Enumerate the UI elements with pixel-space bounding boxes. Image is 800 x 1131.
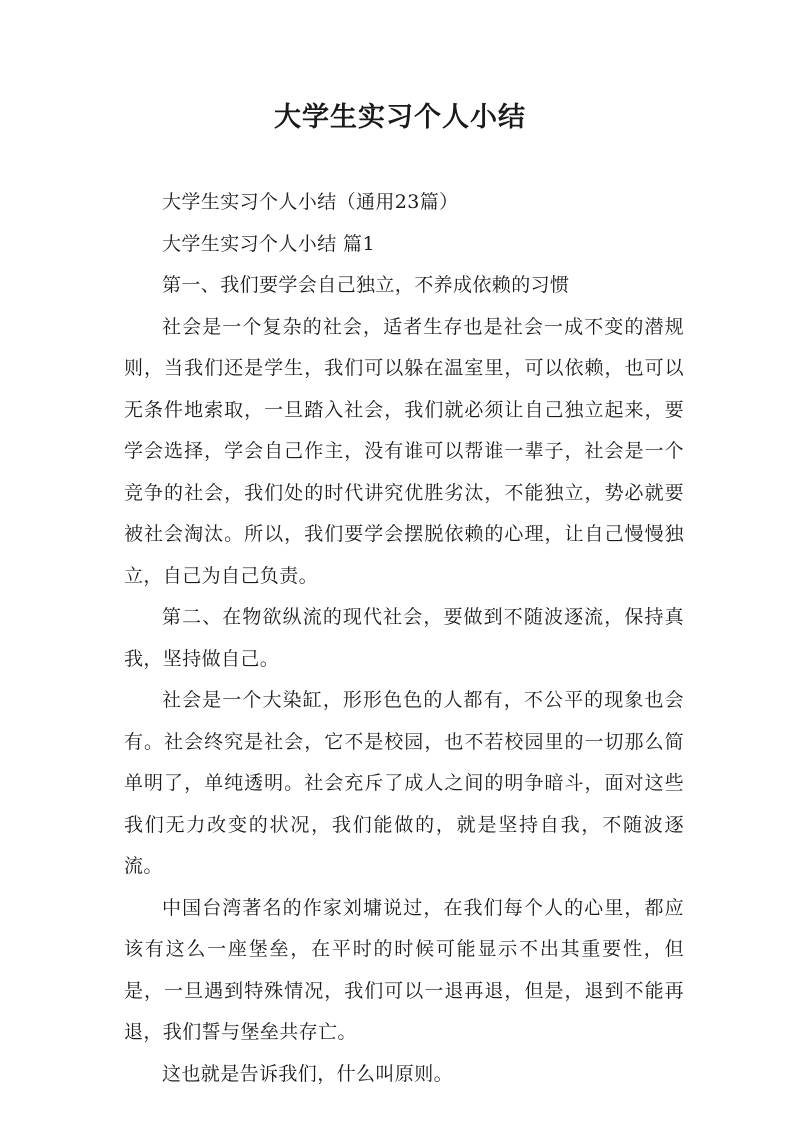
paragraph-body: 社会是一个复杂的社会，适者生存也是社会一成不变的潜规则，当我们还是学生，我们可以躲在温室里，可以依赖，也可以无条件地索取，一旦踏入社会，我们就必须让自己独立起来，要学会选择，学会自己作主，没有谁可以帮谁一辈子，社会是一个竞争的社会，我们处的时代讲究优胜劣汰，不能独立，势必就要被社会淘汰。所以，我们要学会摆脱依赖的心理，让自己慢慢独立，自己为自己负责。	[124, 315, 684, 587]
paragraph-subtitle: 大学生实习个人小结（通用23篇）	[162, 191, 459, 213]
paragraph-point-one-heading: 第一、我们要学会自己独立，不养成依赖的习惯	[162, 274, 570, 296]
document-title: 大学生实习个人小结	[274, 102, 526, 133]
document-body	[124, 182, 684, 1095]
paragraph-point-two-heading: 第二、在物欲纵流的现代社会，要做到不随波逐流，保持真我，坚持做自己。	[124, 606, 684, 670]
paragraph-body: 中国台湾著名的作家刘墉说过，在我们每个人的心里，都应该有这么一座堡垒，在平时的时候可能显示不出其重要性，但是，一旦遇到特殊情况，我们可以一退再退，但是，退到不能再退，我们誓与堡垒共存亡。	[124, 896, 684, 1043]
paragraph-body: 社会是一个大染缸，形形色色的人都有，不公平的现象也会有。社会终究是社会，它不是校园，也不若校园里的一切那么简单明了，单纯透明。社会充斥了成人之间的明争暗斗，面对这些我们无力改变的状况，我们能做的，就是坚持自我，不随波逐流。	[124, 689, 684, 877]
paragraph-body: 这也就是告诉我们，什么叫原则。	[162, 1062, 454, 1085]
paragraph-section-heading: 大学生实习个人小结 篇1	[162, 232, 375, 255]
